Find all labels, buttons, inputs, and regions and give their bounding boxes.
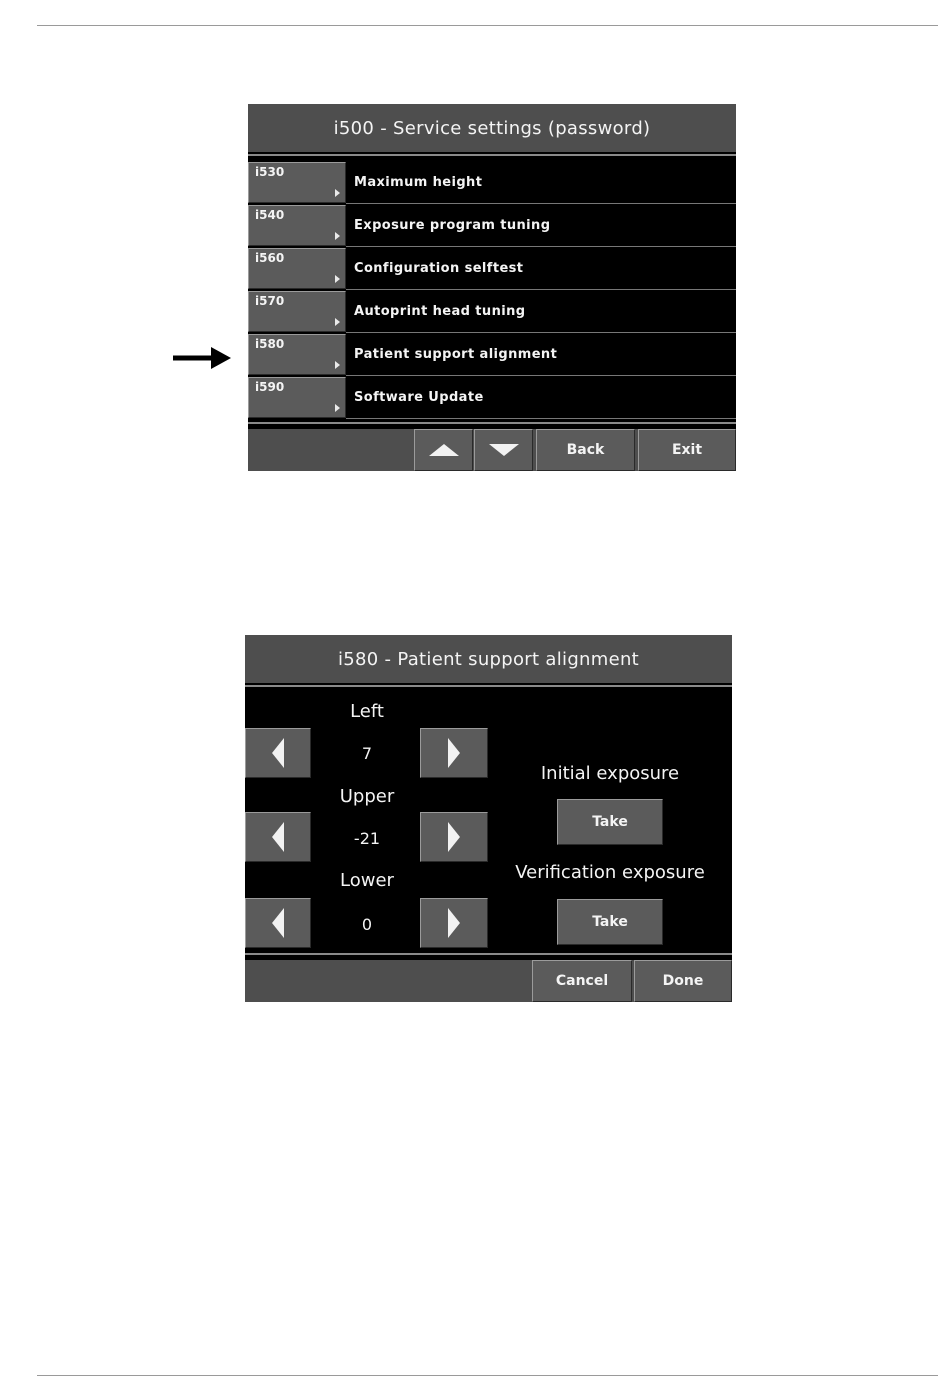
menu-item-i570[interactable] <box>248 291 736 333</box>
row-divider <box>346 375 736 376</box>
arrow-left-icon <box>272 738 284 768</box>
menu-item-code: i590 <box>255 380 285 394</box>
menu-item-i580[interactable] <box>248 334 736 376</box>
menu-item-label: Maximum height <box>354 175 483 190</box>
menu-item-label: Software Update <box>354 390 484 405</box>
row-divider <box>346 332 736 333</box>
cancel-button[interactable]: Cancel <box>532 960 632 1002</box>
chevron-right-icon <box>335 361 340 369</box>
row-divider <box>346 289 736 290</box>
menu-item-button[interactable] <box>248 291 346 332</box>
menu-item-label: Patient support alignment <box>354 347 558 362</box>
lower-increase-button[interactable] <box>420 898 488 948</box>
menu-item-button[interactable] <box>248 334 346 375</box>
arrow-right-icon <box>448 908 460 938</box>
menu-item-label: Exposure program tuning <box>354 218 551 233</box>
menu-item-code: i580 <box>255 337 285 351</box>
lower-value: 0 <box>361 915 373 934</box>
left-decrease-button[interactable] <box>245 728 311 778</box>
menu-item-label: Configuration selftest <box>354 261 524 276</box>
chevron-right-icon <box>335 232 340 240</box>
menu-item-i590[interactable] <box>248 377 736 419</box>
row-divider <box>346 418 736 419</box>
verification-exposure-label: Verification exposure <box>515 862 705 883</box>
back-button[interactable]: Back <box>536 429 635 471</box>
screen-title: i500 - Service settings (password) <box>248 104 736 152</box>
upper-label: Upper <box>339 786 395 807</box>
page-top-rule <box>37 25 938 26</box>
initial-exposure-label: Initial exposure <box>540 763 680 784</box>
chevron-right-icon <box>335 275 340 283</box>
menu-item-button[interactable] <box>248 162 346 203</box>
row-divider <box>346 203 736 204</box>
arrow-right-icon <box>448 822 460 852</box>
screen-title: i580 - Patient support alignment <box>245 635 732 683</box>
chevron-right-icon <box>335 318 340 326</box>
chevron-right-icon <box>335 189 340 197</box>
take-verification-exposure-button[interactable]: Take <box>557 899 663 945</box>
scroll-down-button[interactable] <box>474 429 533 471</box>
menu-item-code: i530 <box>255 165 285 179</box>
row-divider <box>346 246 736 247</box>
title-divider <box>245 685 732 687</box>
menu-item-button[interactable] <box>248 248 346 289</box>
menu-item-code: i540 <box>255 208 285 222</box>
service-settings-screen <box>248 104 736 471</box>
menu-item-code: i560 <box>255 251 285 265</box>
upper-increase-button[interactable] <box>420 812 488 862</box>
exit-button[interactable]: Exit <box>638 429 736 471</box>
page-bottom-rule <box>37 1375 938 1376</box>
menu-item-label: Autoprint head tuning <box>354 304 526 319</box>
menu-item-i540[interactable] <box>248 205 736 247</box>
arrow-left-icon <box>272 822 284 852</box>
menu-item-code: i570 <box>255 294 285 308</box>
lower-decrease-button[interactable] <box>245 898 311 948</box>
lower-label: Lower <box>340 870 394 891</box>
menu-item-button[interactable] <box>248 205 346 246</box>
upper-value: -21 <box>353 829 381 848</box>
chevron-right-icon <box>335 404 340 412</box>
menu-item-button[interactable] <box>248 377 346 418</box>
menu-item-i560[interactable] <box>248 248 736 290</box>
bottom-divider <box>245 953 732 955</box>
title-divider <box>248 154 736 156</box>
done-button[interactable]: Done <box>634 960 732 1002</box>
upper-decrease-button[interactable] <box>245 812 311 862</box>
arrow-left-icon <box>272 908 284 938</box>
bottom-divider <box>248 422 736 424</box>
menu-item-i530[interactable] <box>248 162 736 204</box>
left-value: 7 <box>361 744 373 763</box>
arrow-right-icon <box>448 738 460 768</box>
arrow-down-icon <box>489 444 519 456</box>
pointer-arrow-icon <box>173 347 231 369</box>
left-increase-button[interactable] <box>420 728 488 778</box>
take-initial-exposure-button[interactable]: Take <box>557 799 663 845</box>
patient-support-alignment-screen <box>245 635 732 1002</box>
scroll-up-button[interactable] <box>414 429 473 471</box>
left-label: Left <box>350 701 384 722</box>
arrow-up-icon <box>429 444 459 456</box>
